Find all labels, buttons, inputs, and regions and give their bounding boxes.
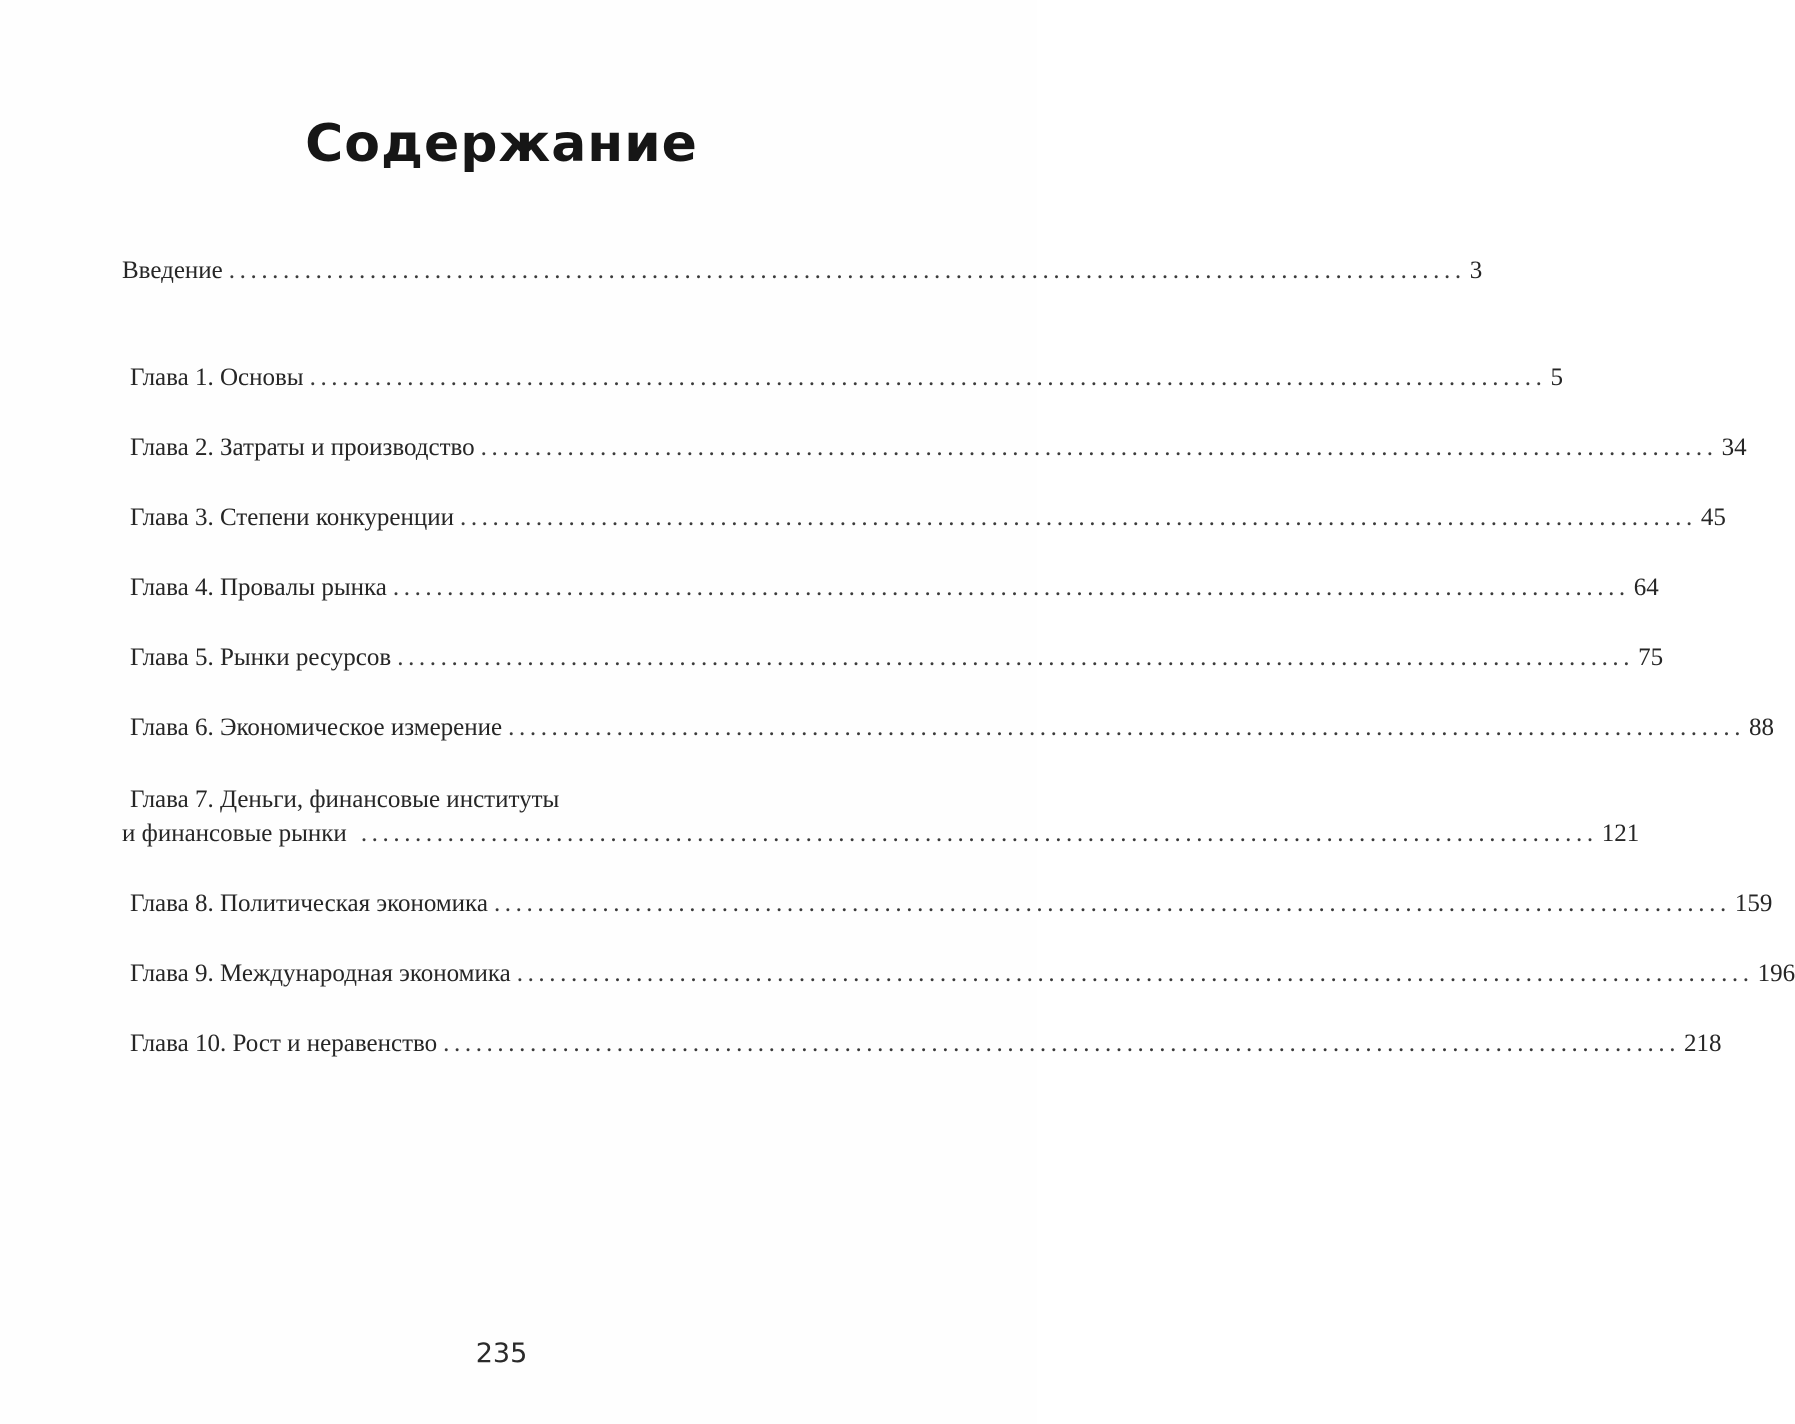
- toc-entry-label: Глава 4. Провалы рынка: [130, 574, 387, 601]
- toc-page-number: 5: [1550, 364, 1564, 391]
- toc-page-number: 34: [1721, 434, 1747, 461]
- toc-page-number: 45: [1700, 504, 1726, 531]
- toc-page-number: 218: [1684, 1030, 1722, 1057]
- dot-leader: ..................................................................................................................: [309, 364, 1547, 391]
- dot-leader: ..................................................................................................................: [459, 504, 1697, 531]
- toc-entry-chapter-9: [122, 957, 1795, 991]
- dot-leader: ..................................................................................................................: [443, 1030, 1681, 1057]
- dot-leader: ..................................................................................................................: [508, 714, 1746, 741]
- dot-leader: ..................................................................................................................: [392, 574, 1630, 601]
- toc-entry-label: Введение: [122, 257, 223, 284]
- toc-page-number: 64: [1633, 574, 1659, 601]
- toc-entry-chapter-3: [122, 501, 1726, 535]
- toc-page-number: 88: [1749, 714, 1775, 741]
- toc-page-number: 75: [1638, 644, 1664, 671]
- toc-entry-chapter-4: [122, 571, 1659, 605]
- toc-entry-chapter-10: [122, 1027, 1722, 1061]
- toc-page-number: 3: [1469, 257, 1483, 284]
- toc-entry-intro: [122, 254, 1483, 288]
- toc-entry-label: Глава 2. Затраты и производство: [130, 434, 475, 461]
- toc-entry-label: Глава 9. Международная экономика: [130, 960, 511, 987]
- page-number: 235: [475, 1338, 528, 1369]
- toc-page-number: 196: [1757, 960, 1795, 987]
- toc-entry-label-line-2: и финансовые рынки: [122, 820, 347, 847]
- toc-entry-chapter-6: [122, 711, 1775, 745]
- toc-entry-chapter-8: [122, 887, 1773, 921]
- toc-page-number: 159: [1734, 890, 1773, 917]
- toc-entry-label: Глава 5. Рынки ресурсов: [130, 644, 392, 671]
- toc-entry-chapter-1: [122, 361, 1564, 395]
- toc-entry-chapter-5: [122, 641, 1664, 675]
- toc-entry-chapter-7: [122, 783, 1640, 851]
- toc-entry-label: Глава 1. Основы: [130, 364, 304, 391]
- dot-leader: ..................................................................................................................: [516, 960, 1754, 987]
- dot-leader: ..................................................................................................................: [228, 257, 1466, 284]
- page-title: Содержание: [305, 114, 698, 174]
- toc-entry-label: Глава 6. Экономическое измерение: [130, 714, 503, 741]
- toc-entry-label: Глава 10. Рост и неравенство: [130, 1030, 438, 1057]
- toc-entry-label: Глава 8. Политическая экономика: [130, 890, 488, 917]
- dot-leader: ..................................................................................................................: [360, 820, 1598, 847]
- dot-leader: ..................................................................................................................: [480, 434, 1718, 461]
- dot-leader: ..................................................................................................................: [493, 890, 1731, 917]
- toc-entry-label-line-1: Глава 7. Деньги, финансовые институты: [130, 786, 560, 813]
- toc-entry-chapter-2: [122, 431, 1747, 465]
- toc-entry-label: Глава 3. Степени конкуренции: [130, 504, 454, 531]
- toc-page-number: 121: [1601, 820, 1640, 847]
- dot-leader: ..................................................................................................................: [397, 644, 1635, 671]
